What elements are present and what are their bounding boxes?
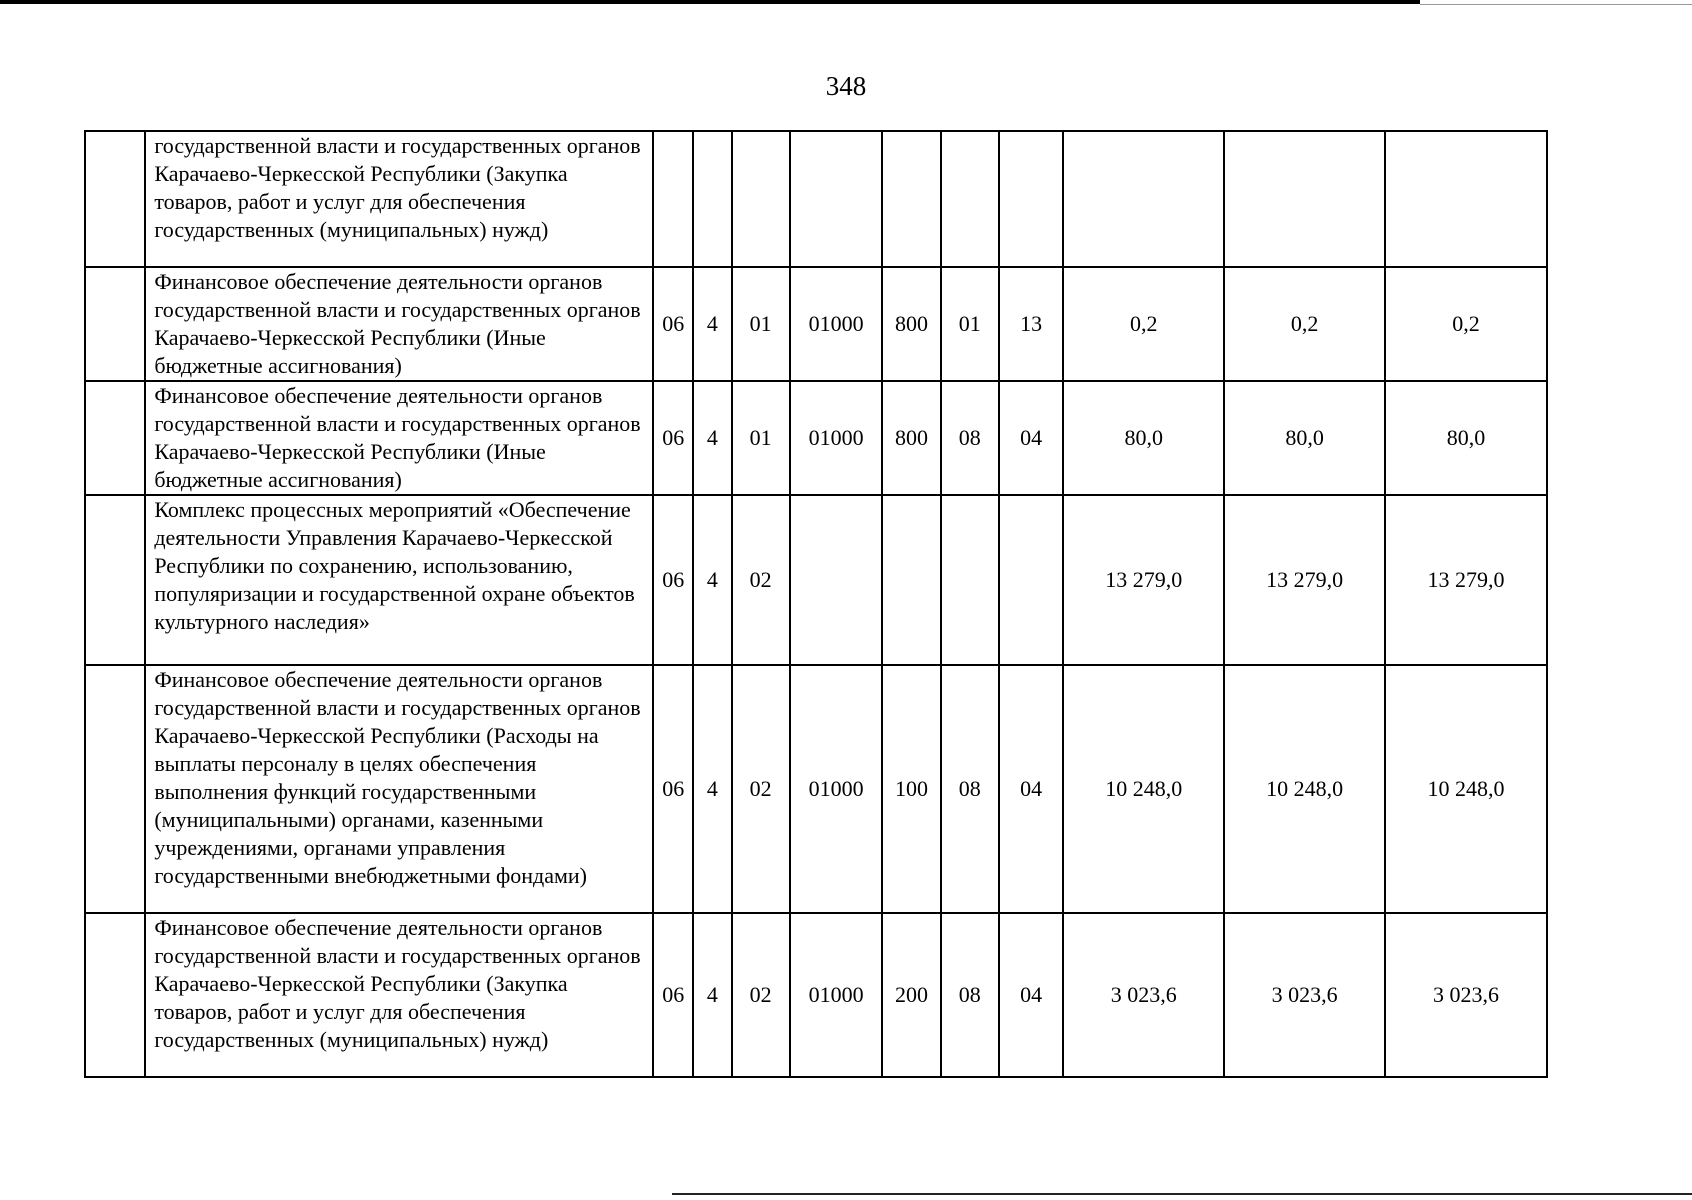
expense-name: Финансовое обеспечение деятельности органов государственной власти и государственных органов Карачаево-Черкесской Республики (Расходы на выплаты персоналу в целях обеспечения выполнения функций государственными (муниципальными) органами, казенными учреждениями, органами управления государственными внебюджетными фондами)	[145, 665, 653, 913]
row-index-cell	[85, 267, 145, 381]
amount-cell: 3 023,6	[1224, 913, 1385, 1077]
code-cell: 06	[653, 267, 693, 381]
amount-cell	[1385, 131, 1547, 267]
code-cell: 08	[941, 665, 999, 913]
budget-table	[84, 130, 1548, 1078]
code-cell: 4	[693, 495, 731, 665]
code-cell: 100	[882, 665, 940, 913]
table-row	[85, 131, 1547, 267]
row-index-cell	[85, 131, 145, 267]
code-cell: 13	[999, 267, 1063, 381]
amount-cell: 13 279,0	[1385, 495, 1547, 665]
code-cell	[882, 131, 940, 267]
page-number: 348	[825, 71, 867, 101]
amount-cell: 3 023,6	[1063, 913, 1224, 1077]
code-cell: 01	[732, 267, 790, 381]
scan-edge-top	[0, 0, 1420, 4]
scan-edge-bottom	[672, 1193, 1692, 1195]
row-index-cell	[85, 913, 145, 1077]
code-cell: 01000	[790, 381, 883, 495]
code-cell: 04	[999, 665, 1063, 913]
code-cell: 06	[653, 495, 693, 665]
table-row	[85, 913, 1547, 1077]
code-cell: 01000	[790, 913, 883, 1077]
code-cell: 800	[882, 381, 940, 495]
amount-cell: 10 248,0	[1385, 665, 1547, 913]
code-cell: 04	[999, 913, 1063, 1077]
code-cell: 06	[653, 913, 693, 1077]
code-cell	[653, 131, 693, 267]
row-index-cell	[85, 381, 145, 495]
code-cell	[999, 131, 1063, 267]
code-cell: 04	[999, 381, 1063, 495]
code-cell	[882, 495, 940, 665]
code-cell: 200	[882, 913, 940, 1077]
table-row	[85, 495, 1547, 665]
amount-cell: 10 248,0	[1224, 665, 1385, 913]
amount-cell: 80,0	[1063, 381, 1224, 495]
code-cell: 08	[941, 381, 999, 495]
expense-name: Финансовое обеспечение деятельности органов государственной власти и государственных органов Карачаево-Черкесской Республики (Закупка товаров, работ и услуг для обеспечения государственных (муниципальных) нужд)	[145, 913, 653, 1077]
code-cell: 08	[941, 913, 999, 1077]
code-cell: 06	[653, 665, 693, 913]
code-cell: 4	[693, 267, 731, 381]
amount-cell: 0,2	[1385, 267, 1547, 381]
row-index-cell	[85, 665, 145, 913]
code-cell: 4	[693, 665, 731, 913]
amount-cell	[1063, 131, 1224, 267]
code-cell	[941, 131, 999, 267]
expense-name: Финансовое обеспечение деятельности органов государственной власти и государственных органов Карачаево-Черкесской Республики (Иные бюджетные ассигнования)	[145, 381, 653, 495]
code-cell	[790, 495, 883, 665]
code-cell: 01	[941, 267, 999, 381]
code-cell: 06	[653, 381, 693, 495]
amount-cell: 10 248,0	[1063, 665, 1224, 913]
amount-cell: 13 279,0	[1224, 495, 1385, 665]
scan-edge-top-thin	[1420, 4, 1692, 5]
amount-cell: 0,2	[1224, 267, 1385, 381]
table-row	[85, 665, 1547, 913]
code-cell	[732, 131, 790, 267]
code-cell	[941, 495, 999, 665]
amount-cell	[1224, 131, 1385, 267]
amount-cell: 80,0	[1385, 381, 1547, 495]
code-cell: 01	[732, 381, 790, 495]
expense-name: Финансовое обеспечение деятельности органов государственной власти и государственных органов Карачаево-Черкесской Республики (Иные бюджетные ассигнования)	[145, 267, 653, 381]
code-cell: 01000	[790, 267, 883, 381]
code-cell: 4	[693, 381, 731, 495]
code-cell: 02	[732, 913, 790, 1077]
expense-name: государственной власти и государственных органов Карачаево-Черкесской Республики (Закупка товаров, работ и услуг для обеспечения государственных (муниципальных) нужд)	[145, 131, 653, 267]
amount-cell: 80,0	[1224, 381, 1385, 495]
amount-cell: 0,2	[1063, 267, 1224, 381]
amount-cell: 3 023,6	[1385, 913, 1547, 1077]
code-cell	[790, 131, 883, 267]
code-cell	[999, 495, 1063, 665]
table-row	[85, 267, 1547, 381]
amount-cell: 13 279,0	[1063, 495, 1224, 665]
code-cell: 800	[882, 267, 940, 381]
expense-name: Комплекс процессных мероприятий «Обеспечение деятельности Управления Карачаево-Черкесской Республики по сохранению, использованию, популяризации и государственной охране объектов культурного наследия»	[145, 495, 653, 665]
code-cell: 02	[732, 665, 790, 913]
code-cell: 02	[732, 495, 790, 665]
table-row	[85, 381, 1547, 495]
row-index-cell	[85, 495, 145, 665]
code-cell	[693, 131, 731, 267]
code-cell: 01000	[790, 665, 883, 913]
code-cell: 4	[693, 913, 731, 1077]
